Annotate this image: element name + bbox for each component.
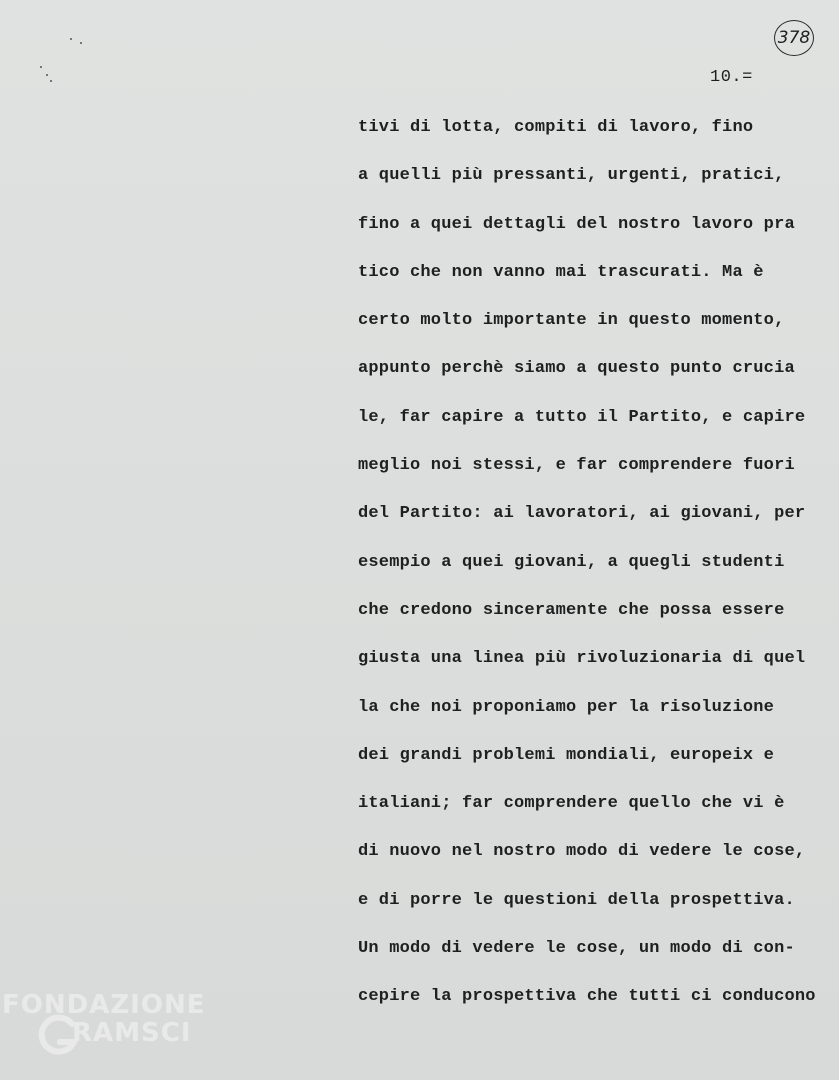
paper-speck <box>50 80 52 82</box>
text-line: Un modo di vedere le cose, un modo di con- <box>358 939 795 959</box>
text-line: fino a quei dettagli del nostro lavoro pra <box>358 214 795 234</box>
text-line: appunto perchè siamo a questo punto crucia <box>358 359 795 379</box>
text-line: e di porre le questioni della prospettiva. <box>358 890 795 910</box>
text-line: certo molto importante in questo momento, <box>358 311 785 331</box>
text-line: che credono sinceramente che possa essere <box>358 600 785 620</box>
text-line: la che noi proponiamo per la risoluzione <box>358 697 775 717</box>
text-line: dei grandi problemi mondiali, europeix e <box>358 745 775 765</box>
page-number: 10.= <box>710 68 753 87</box>
typed-text-block <box>358 116 816 1034</box>
text-line: di nuovo nel nostro modo di vedere le cose, <box>358 842 806 862</box>
text-line: a quelli più pressanti, urgenti, pratici, <box>358 166 785 186</box>
paper-speck <box>70 38 72 40</box>
text-line: tivi di lotta, compiti di lavoro, fino <box>358 118 754 137</box>
paper-speck <box>80 42 82 44</box>
watermark-line-1: FONDAZIONE <box>2 990 206 1020</box>
text-line: le, far capire a tutto il Partito, e capire <box>358 407 806 427</box>
fondazione-gramsci-watermark <box>2 990 242 1070</box>
text-line: italiani; far comprendere quello che vi è <box>358 794 785 814</box>
text-line: tico che non vanno mai trascurati. Ma è <box>358 262 764 282</box>
watermark-line-2: RAMSCI <box>72 1018 192 1048</box>
paper-speck <box>40 66 42 68</box>
text-line: meglio noi stessi, e far comprendere fuori <box>358 456 795 476</box>
paper-speck <box>46 74 48 76</box>
text-line: cepire la prospettiva che tutti ci conducono <box>358 987 816 1007</box>
text-line: giusta una linea più rivoluzionaria di quel <box>358 649 806 669</box>
text-line: del Partito: ai lavoratori, ai giovani, per <box>358 504 806 524</box>
text-line: esempio a quei giovani, a quegli studenti <box>358 552 785 572</box>
archive-number-stamp: 378 <box>774 20 814 56</box>
